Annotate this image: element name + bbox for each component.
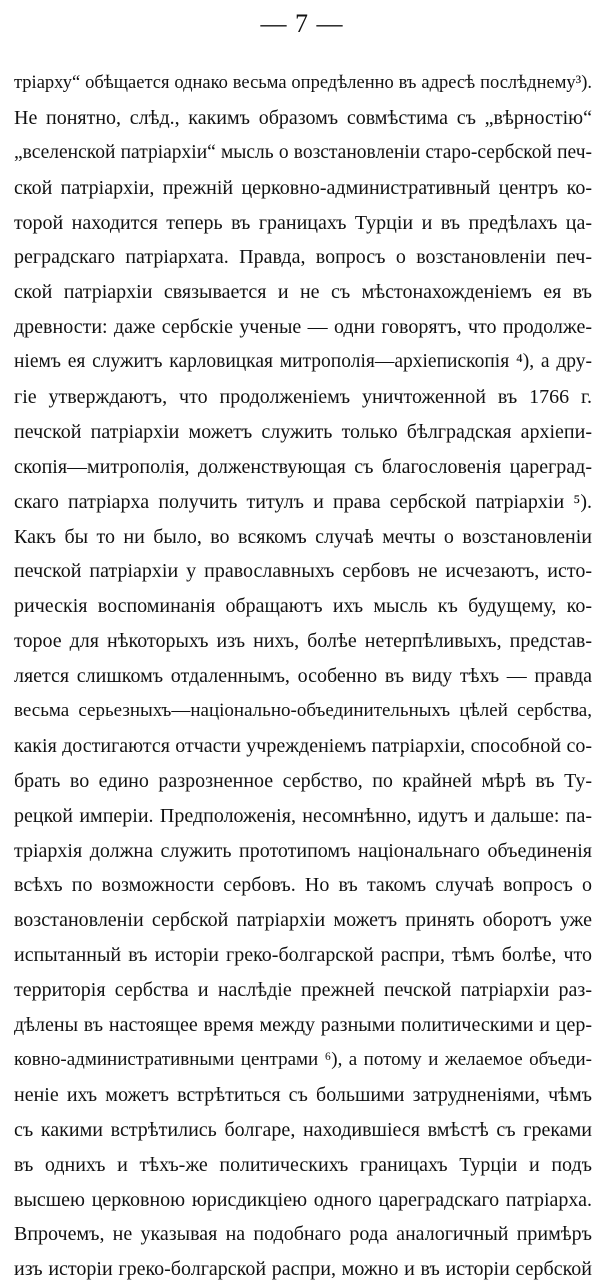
text-line-10: гіе утверждаютъ, что продолженіемъ уничтоженной въ 1766 г. — [14, 386, 592, 409]
text-line-13: скаго патріарха получить титулъ и права сербской патріархіи ⁵). — [14, 490, 592, 513]
text-line-25: возстановленіи сербской патріархіи можетъ принять оборотъ уже — [14, 909, 592, 932]
text-line-7: ской патріархіи связывается и не съ мѣстонахожденіемъ ея въ — [14, 281, 592, 304]
text-line-33: высшею церковною юрисдикціею одного цареградскаго патріарха. — [14, 1188, 592, 1211]
text-line-30: неніе ихъ можетъ встрѣтиться съ большими затрудненіями, чѣмъ — [14, 1083, 592, 1106]
text-line-1: тріарху“ обѣщается однако весьма опредѣленно въ адресѣ послѣднему³). — [14, 73, 592, 93]
text-line-3: „вселенской патріархіи“ мысль о возстановленіи старо-сербской печ- — [14, 141, 592, 163]
text-line-2: Не понятно, слѣд., какимъ образомъ совмѣстима съ „вѣрностію“ — [14, 106, 592, 129]
text-line-5: торой находится теперь въ границахъ Турціи и въ предѣлахъ ца- — [14, 211, 592, 234]
text-line-6: реградскаго патріархата. Правда, вопросъ о возстановленіи печ- — [14, 246, 592, 269]
text-line-12: скопія—митрополія, долженствующая съ благословенія цареград- — [14, 455, 592, 478]
text-line-15: печской патріархіи у православныхъ сербовъ не исчезаютъ, исто- — [14, 560, 592, 583]
body-text — [14, 66, 592, 1287]
text-line-14: Какъ бы то ни было, во всякомъ случаѣ мечты о возстановленіи — [14, 525, 592, 548]
text-line-31: съ какими встрѣтились болгаре, находившіеся вмѣстѣ съ греками — [14, 1118, 592, 1141]
text-line-9: ніемъ ея служитъ карловицкая митрополія—архіепископія ⁴), а дру- — [14, 351, 592, 373]
text-line-21: брать во едино разрозненное сербство, по крайней мѣрѣ въ Ту- — [14, 769, 592, 792]
text-line-28: дѣлены въ настоящее время между разными политическими и цер- — [14, 1014, 592, 1037]
text-line-22: рецкой имперіи. Предположенія, несомнѣнно, идутъ и дальше: па- — [14, 804, 592, 827]
text-line-34: Впрочемъ, не указывая на подобнаго рода аналогичный примѣръ — [14, 1223, 592, 1246]
page-number: — 7 — — [260, 9, 344, 38]
text-line-32: въ однихъ и тѣхъ-же политическихъ границахъ Турціи и подъ — [14, 1153, 592, 1176]
text-line-11: печской патріархіи можетъ служить только бѣлградская архіепи- — [14, 420, 592, 443]
text-line-18: ляется слишкомъ отдаленнымъ, особенно въ виду тѣхъ — правда — [14, 665, 592, 688]
text-line-24: всѣхъ по возможности сербовъ. Но въ такомъ случаѣ вопросъ о — [14, 874, 592, 897]
text-line-27: территорія сербства и наслѣдіе прежней печской патріархіи раз- — [14, 979, 592, 1002]
text-line-29: ковно-административными центрами ⁶), а потому и желаемое объеди- — [14, 1048, 592, 1070]
text-line-23: тріархія должна служить прототипомъ національнаго объединенія — [14, 839, 592, 862]
text-line-4: ской патріархіи, прежній церковно-административный центръ ко- — [14, 176, 592, 199]
text-line-26: испытанный въ исторіи греко-болгарской распри, тѣмъ болѣе, что — [14, 944, 592, 967]
text-line-20: какія достигаются отчасти учрежденіемъ патріархіи, способной со- — [14, 734, 592, 757]
text-line-19: весьма серьезныхъ—національно-объединительныхъ цѣлей сербства, — [14, 700, 592, 722]
text-line-8: древности: даже сербскіе ученые — одни говорятъ, что продолже- — [14, 316, 592, 339]
text-line-35: изъ исторіи греко-болгарской распри, можно и въ исторіи сербской — [14, 1258, 592, 1281]
text-line-17: торое для нѣкоторыхъ изъ нихъ, болѣе нетерпѣливыхъ, представ- — [14, 630, 592, 653]
text-line-16: рическія воспоминанія обращаютъ ихъ мысль къ будущему, ко- — [14, 595, 592, 618]
